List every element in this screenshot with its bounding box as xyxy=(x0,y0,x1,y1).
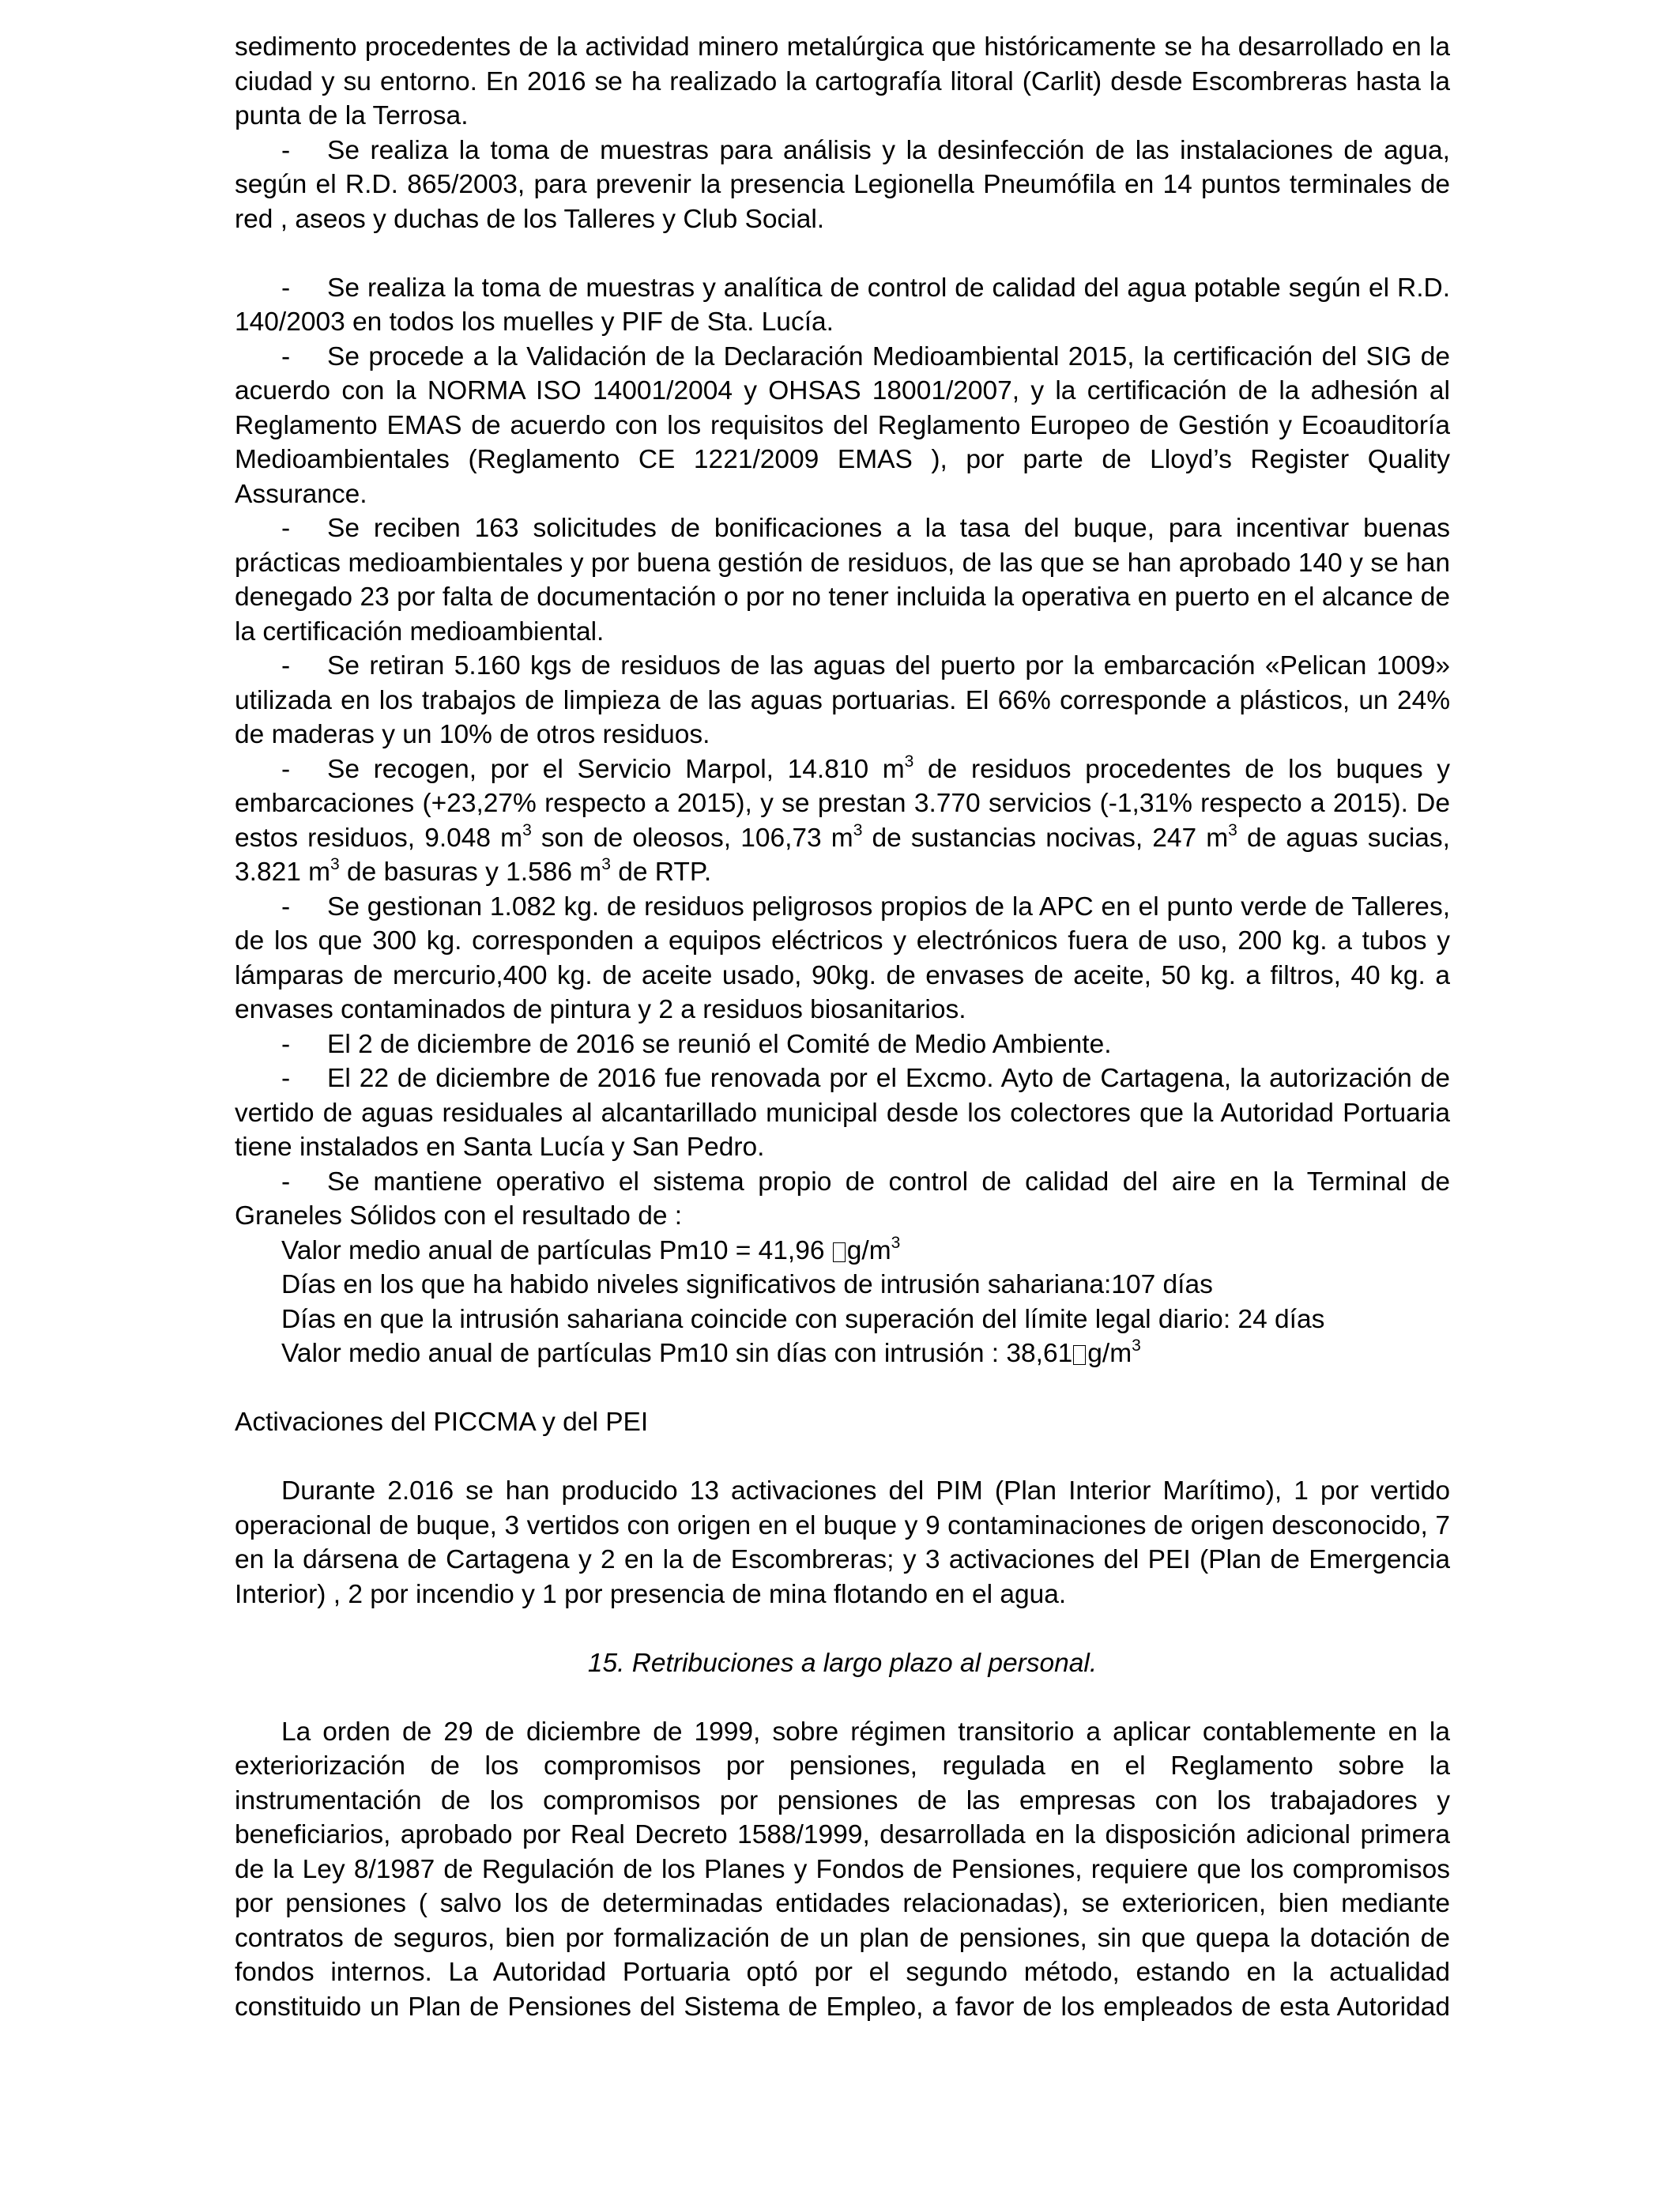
list-item-validacion xyxy=(235,340,1450,512)
air-text: Valor medio anual de partículas Pm10 sin días con intrusión : 38,61 xyxy=(281,1339,1073,1368)
superscript: 3 xyxy=(891,1233,901,1252)
piccma-heading: Activaciones del PICCMA y del PEI xyxy=(235,1408,649,1437)
missing-glyph-icon xyxy=(1073,1345,1086,1365)
list-item-text: Se reciben 163 solicitudes de bonificaciones a la tasa del buque, para incentivar buenas prácticas medioambientales y por buena gestión de residuos, de las que se han aprobado 140 y se han denegado 23 por falta de documentación o por no tener incluida la operativa en puerto en el alcance de la certificación medioambiental. xyxy=(235,514,1450,647)
superscript: 3 xyxy=(1132,1336,1141,1355)
air-measure-2: Días en los que ha habido niveles significativos de intrusión sahariana:107 días xyxy=(281,1270,1213,1299)
section-15-heading: 15. Retribuciones a largo plazo al personal. xyxy=(587,1648,1098,1678)
dash-bullet: - xyxy=(281,341,291,371)
missing-glyph-icon xyxy=(833,1242,846,1262)
marpol-text: de sustancias nocivas, 247 m xyxy=(862,823,1229,853)
superscript: 3 xyxy=(522,820,532,839)
spacer xyxy=(235,1371,1450,1406)
list-item-text: Se realiza la toma de muestras para análisis y la desinfección de las instalaciones de agua, según el R.D. 865/2003, para prevenir la presencia Legionella Pneumófila en 14 puntos terminales de red , aseos y duchas de los Talleres y Club Social. xyxy=(235,135,1450,234)
list-item-comite xyxy=(235,1027,1450,1062)
marpol-text: de RTP. xyxy=(610,858,712,887)
air-text: Valor medio anual de partículas Pm10 = 41,96 xyxy=(281,1235,832,1265)
spacer xyxy=(235,1440,1450,1475)
superscript: 3 xyxy=(904,752,914,771)
superscript: 3 xyxy=(601,855,611,873)
dash-bullet: - xyxy=(281,273,291,303)
superscript: 3 xyxy=(1228,820,1237,839)
spacer xyxy=(235,236,1450,271)
list-item-text: Se procede a la Validación de la Declaración Medioambiental 2015, la certificación del SIG de acuerdo con la NORMA ISO 14001/2004 y OHSAS 18001/2007, y la certificación de la adhesión al Reglamento EMAS de acuerdo con los requisitos del Reglamento Europeo de Gestión y Ecoauditoría Medioambientales (Reglamento CE 1221/2009 EMAS ), por parte de Lloyd’s Register Quality Assurance. xyxy=(235,341,1450,509)
dash-bullet: - xyxy=(281,892,291,922)
dash-bullet: - xyxy=(281,651,291,680)
marpol-text: de residuos procedentes de los buques y embarcaciones (+23,27% respecto a 2015), y se prestan 3.770 servicios (-1,31% respecto a 2015). De estos residuos, 9.048 m xyxy=(235,754,1450,853)
spacer xyxy=(235,1612,1450,1646)
superscript: 3 xyxy=(330,855,340,873)
marpol-text: de aguas sucias, 3.821 m xyxy=(235,823,1450,887)
section-15-paragraph: La orden de 29 de diciembre de 1999, sobre régimen transitorio a aplicar contablemente en la exteriorización de los compromisos por pensiones, regulada en el Reglamento sobre la instrumentación de los compromisos por pensiones de las empresas con los trabajadores y beneficiarios, aprobado por Real Decreto 1588/1999, desarrollada en la disposición adicional primera de la Ley 8/1987 de Regulación de los Planes y Fondos de Pensiones, requiere que los compromisos por pensiones ( salvo los de determinadas entidades relacionadas), se exterioricen, bien mediante contratos de seguros, bien por formalización de un plan de pensiones, sin que quepa la dotación de fondos internos. La Autoridad Portuaria optó por el segundo método, estando en la actualidad constituido un Plan de Pensiones del Sistema de Empleo, a favor de los empleados de esta Autoridad xyxy=(235,1717,1450,2022)
list-item-text: Se gestionan 1.082 kg. de residuos peligrosos propios de la APC en el punto verde de Talleres, de los que 300 kg. corresponden a equipos eléctricos y electrónicos fuera de uso, 200 kg. a tubos y lámparas de mercurio,400 kg. de aceite usado, 90kg. de envases de aceite, 50 kg. a filtros, 40 kg. a envases contaminados de pintura y 2 a residuos biosanitarios. xyxy=(235,892,1450,1024)
list-item-text: Se retiran 5.160 kgs de residuos de las aguas del puerto por la embarcación «Pelican 1009» utilizada en los trabajos de limpieza de las aguas portuarias. El 66% corresponde a plásticos, un 24% de maderas y un 10% de otros residuos. xyxy=(235,651,1450,749)
list-item-pelican xyxy=(235,649,1450,752)
air-measure-4 xyxy=(235,1336,1450,1371)
dash-bullet: - xyxy=(281,1167,291,1197)
list-item-agua-potable xyxy=(235,271,1450,340)
list-item-text: Se realiza la toma de muestras y analítica de control de calidad del agua potable según el R.D. 140/2003 en todos los muelles y PIF de Sta. Lucía. xyxy=(235,273,1450,337)
air-text: g/m xyxy=(846,1235,891,1265)
dash-bullet: - xyxy=(281,754,291,784)
dash-bullet: - xyxy=(281,135,291,165)
superscript: 3 xyxy=(853,820,863,839)
marpol-text: de basuras y 1.586 m xyxy=(339,858,602,887)
dash-bullet: - xyxy=(281,1029,291,1059)
dash-bullet: - xyxy=(281,514,291,543)
marpol-text: son de oleosos, 106,73 m xyxy=(531,823,853,853)
piccma-paragraph: Durante 2.016 se han producido 13 activaciones del PIM (Plan Interior Marítimo), 1 por vertido operacional de buque, 3 vertidos con origen en el buque y 9 contaminaciones de origen desconocido, 7 en la dársena de Cartagena y 2 en la de Escombreras; y 3 activaciones del PEI (Plan de Emergencia Interior) , 2 por incendio y 1 por presencia de mina flotando en el agua. xyxy=(235,1476,1450,1609)
list-item-marpol xyxy=(235,752,1450,890)
spacer xyxy=(235,1680,1450,1715)
list-item-calidad-aire xyxy=(235,1165,1450,1234)
air-text: g/m xyxy=(1087,1339,1132,1368)
air-measure-1 xyxy=(235,1234,1450,1269)
dash-bullet: - xyxy=(281,1064,291,1093)
marpol-text: Se recogen, por el Servicio Marpol, 14.810 m xyxy=(327,754,905,784)
list-item-vertido xyxy=(235,1061,1450,1165)
list-item-text: El 22 de diciembre de 2016 fue renovada por el Excmo. Ayto de Cartagena, la autorización de vertido de aguas residuales al alcantarillado municipal desde los colectores que la Autoridad Portuaria tiene instalados en Santa Lucía y San Pedro. xyxy=(235,1064,1450,1162)
document-body xyxy=(235,30,1450,2024)
air-measure-3: Días en que la intrusión sahariana coincide con superación del límite legal diario: 24 días xyxy=(281,1304,1325,1334)
list-item-text: Se mantiene operativo el sistema propio de control de calidad del aire en la Terminal de Graneles Sólidos con el resultado de : xyxy=(235,1167,1450,1231)
list-item-residuos-peligrosos xyxy=(235,890,1450,1027)
list-item-legionella xyxy=(235,134,1450,237)
intro-paragraph: sedimento procedentes de la actividad minero metalúrgica que históricamente se ha desarrollado en la ciudad y su entorno. En 2016 se ha realizado la cartografía litoral (Carlit) desde Escombreras hasta la punta de la Terrosa. xyxy=(235,32,1450,130)
list-item-bonificaciones xyxy=(235,511,1450,649)
list-item-text: El 2 de diciembre de 2016 se reunió el Comité de Medio Ambiente. xyxy=(327,1029,1112,1059)
